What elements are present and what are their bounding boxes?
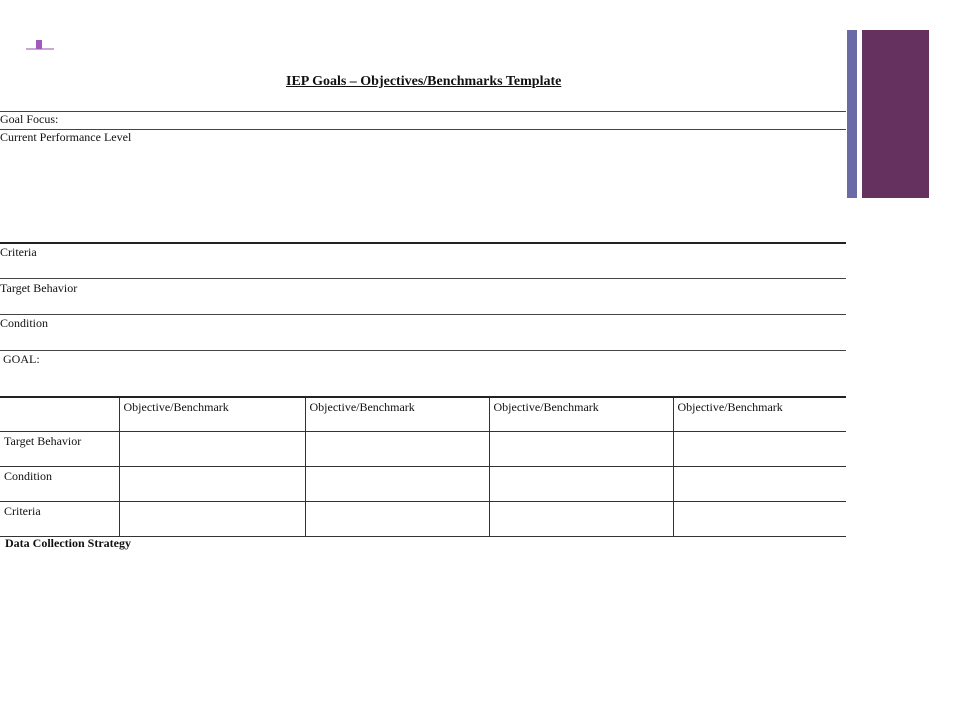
divider: [0, 278, 846, 279]
current-performance-label: Current Performance Level: [0, 130, 132, 144]
table-row: [0, 502, 846, 537]
condition-label: Condition: [0, 316, 49, 330]
goal-focus-label: Goal Focus:: [0, 112, 59, 126]
table-row: [0, 467, 846, 502]
divider: [0, 242, 846, 244]
table-cell[interactable]: [305, 432, 489, 467]
table-cell[interactable]: [119, 502, 305, 537]
row-label: Target Behavior: [0, 432, 119, 467]
table-header-cell: [0, 397, 119, 432]
row-label: Criteria: [0, 502, 119, 537]
table-cell[interactable]: [119, 467, 305, 502]
table-header-cell: Objective/Benchmark: [489, 397, 673, 432]
table-cell[interactable]: [305, 467, 489, 502]
table-cell[interactable]: [489, 432, 673, 467]
table-cell[interactable]: [489, 502, 673, 537]
table-header-cell: Objective/Benchmark: [673, 397, 846, 432]
accent-bar-thick: [862, 30, 929, 198]
table-cell[interactable]: [305, 502, 489, 537]
table-header-cell: Objective/Benchmark: [305, 397, 489, 432]
accent-bar-thin: [847, 30, 857, 198]
criteria-label: Criteria: [0, 245, 37, 259]
document-title: IEP Goals – Objectives/Benchmarks Template: [286, 74, 562, 89]
benchmark-table: [0, 396, 846, 537]
table-cell[interactable]: [673, 502, 846, 537]
plus-icon: [26, 40, 54, 54]
row-label: Condition: [0, 467, 119, 502]
data-collection-label: Data Collection Strategy: [5, 536, 131, 550]
table-cell[interactable]: [489, 467, 673, 502]
divider: [0, 314, 846, 315]
divider: [0, 111, 846, 112]
table-cell[interactable]: [673, 432, 846, 467]
target-behavior-label: Target Behavior: [0, 281, 78, 295]
table-row: [0, 432, 846, 467]
table-header-cell: Objective/Benchmark: [119, 397, 305, 432]
divider: [0, 350, 846, 351]
table-header-row: [0, 397, 846, 432]
table-cell[interactable]: [119, 432, 305, 467]
table-cell[interactable]: [673, 467, 846, 502]
goal-label: GOAL:: [3, 352, 40, 366]
